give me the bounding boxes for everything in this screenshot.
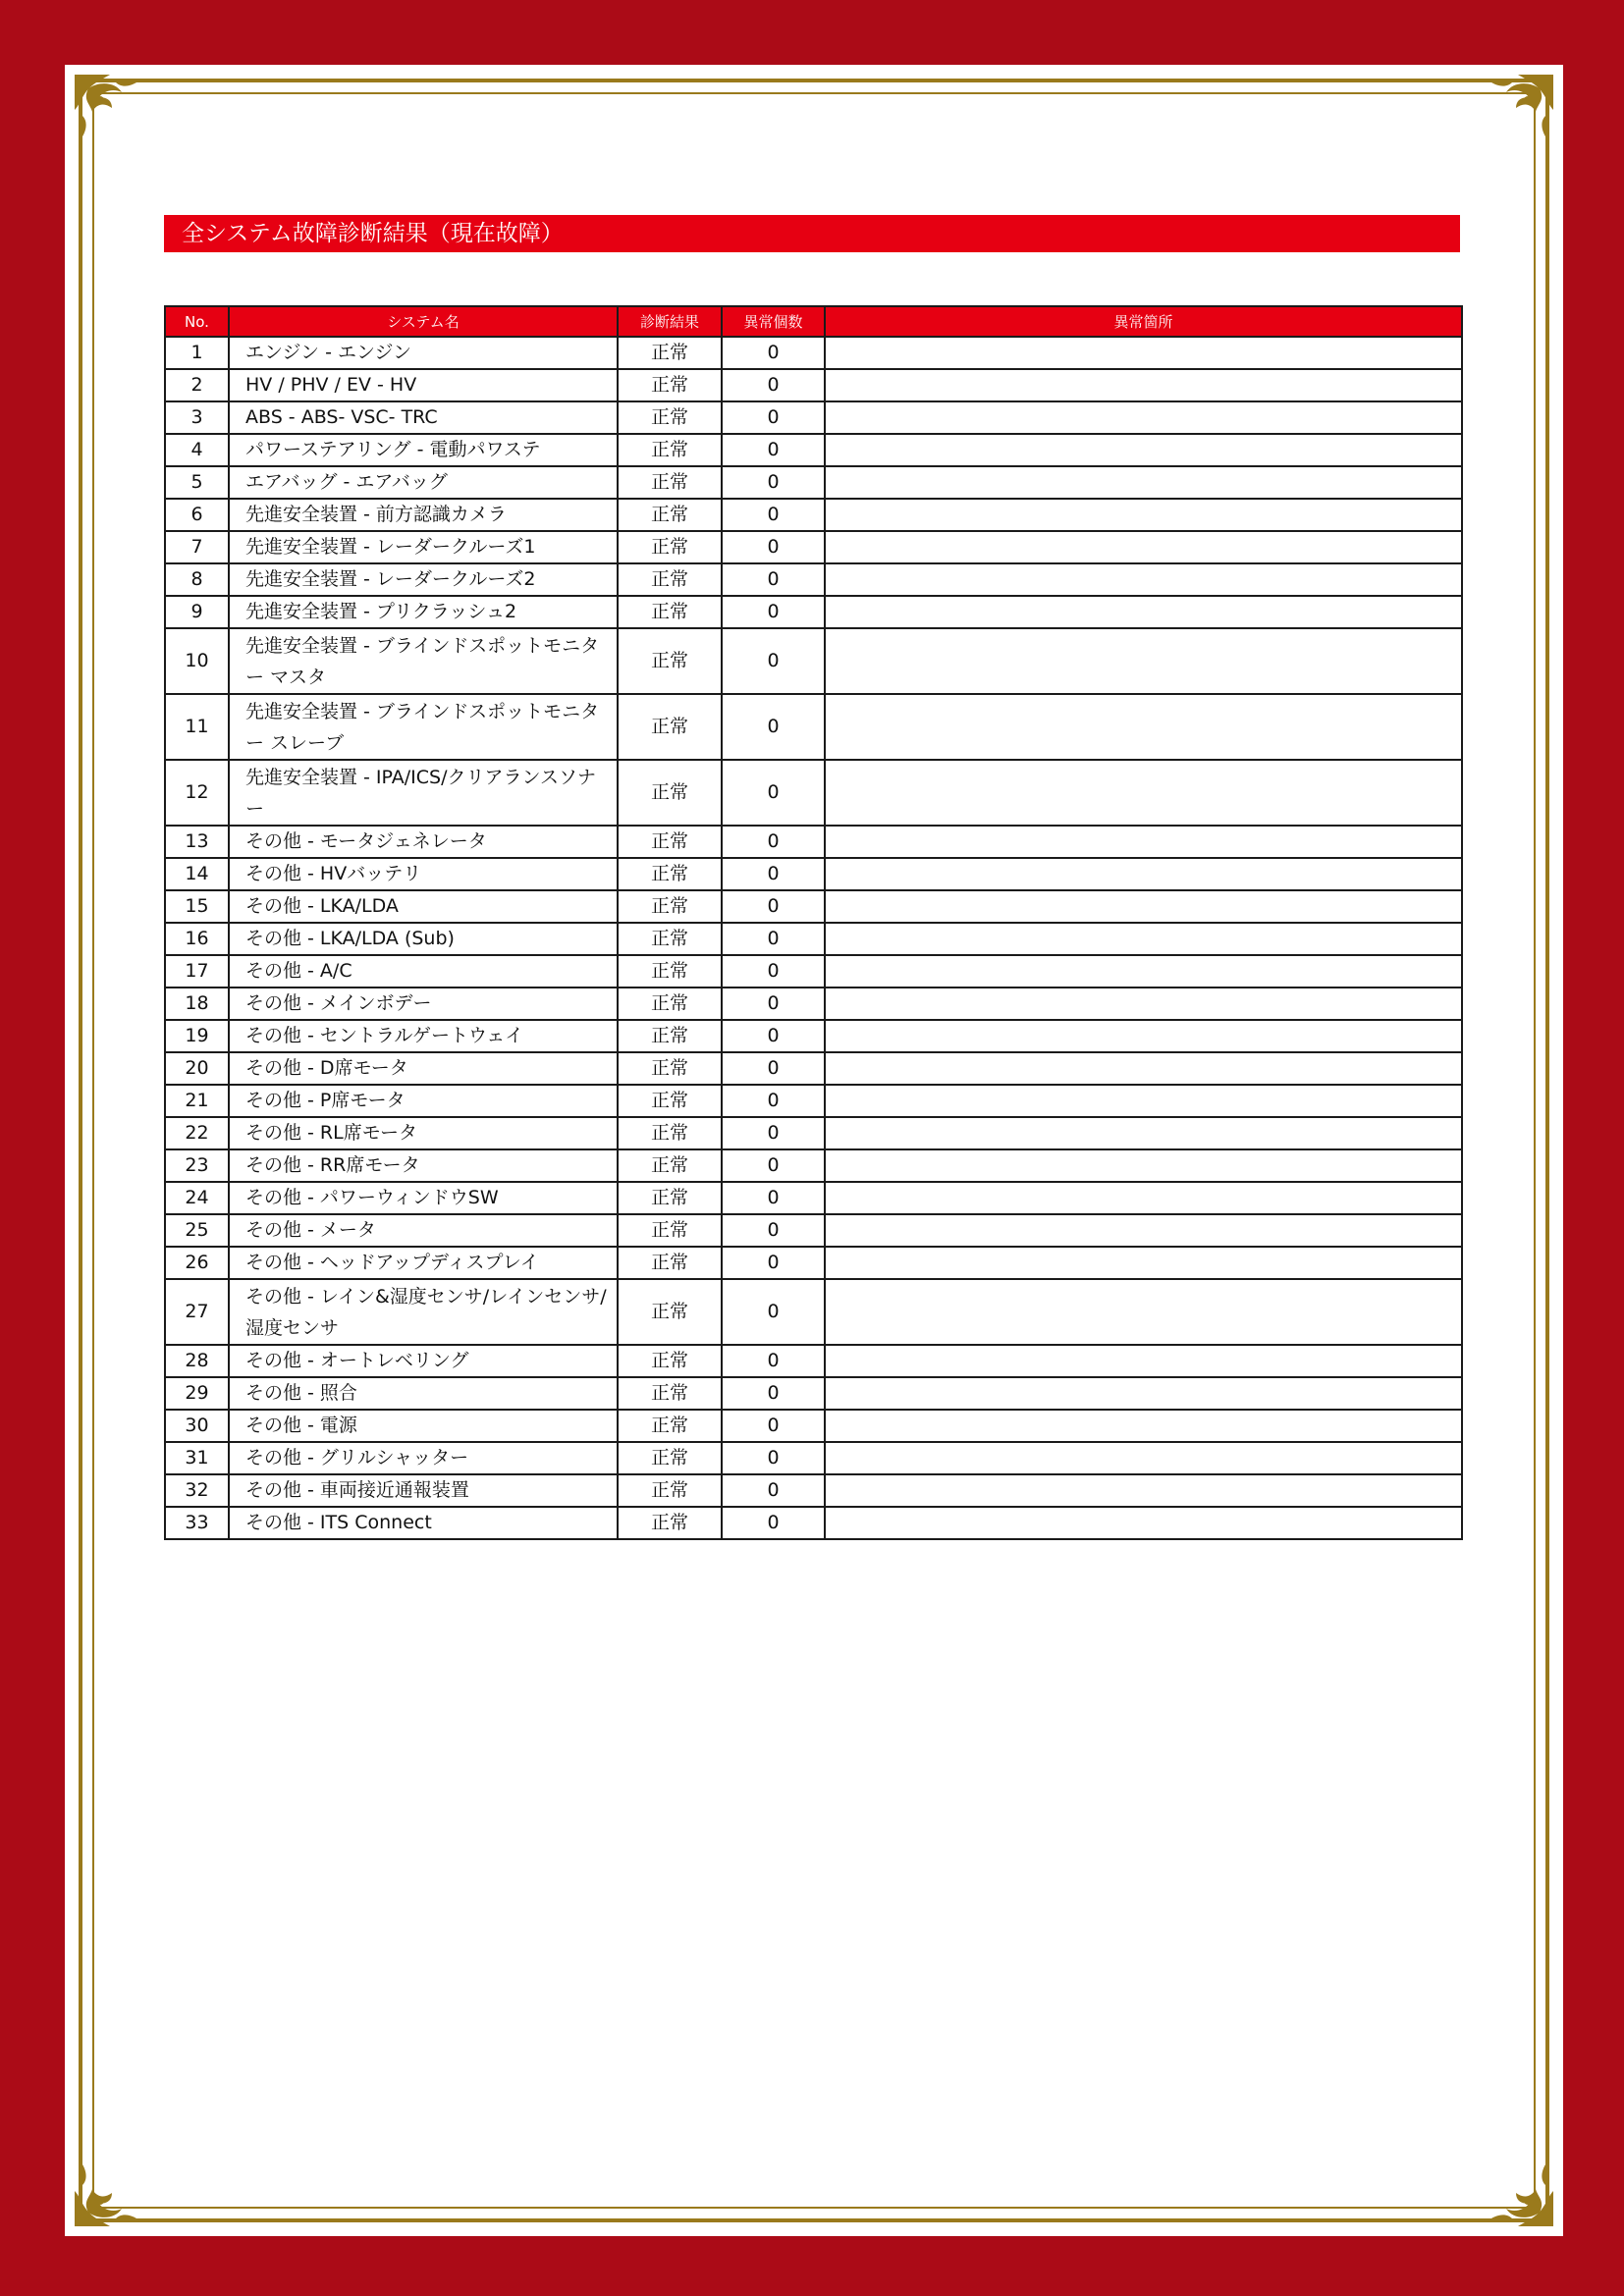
table-row xyxy=(165,337,1462,369)
cell-error-count: 0 xyxy=(722,1279,825,1345)
table-row xyxy=(165,955,1462,988)
cell-system-name: その他 - 車両接近通報装置 xyxy=(229,1474,618,1507)
cell-diagnosis-result: 正常 xyxy=(618,988,722,1020)
cell-error-count: 0 xyxy=(722,1052,825,1085)
cell-error-count: 0 xyxy=(722,694,825,760)
table-row xyxy=(165,466,1462,499)
table-row xyxy=(165,1085,1462,1117)
cell-error-count: 0 xyxy=(722,1377,825,1410)
table-row xyxy=(165,1020,1462,1052)
cell-error-count: 0 xyxy=(722,1085,825,1117)
cell-system-name: パワーステアリング - 電動パワステ xyxy=(229,434,618,466)
cell-error-count: 0 xyxy=(722,760,825,826)
table-row xyxy=(165,858,1462,890)
table-row xyxy=(165,1345,1462,1377)
table-row xyxy=(165,1149,1462,1182)
corner-ornament-icon xyxy=(1467,71,1557,161)
cell-system-name: その他 - モータジェネレータ xyxy=(229,826,618,858)
cell-no: 14 xyxy=(165,858,229,890)
cell-system-name: その他 - HVバッテリ xyxy=(229,858,618,890)
cell-error-count: 0 xyxy=(722,401,825,434)
cell-no: 9 xyxy=(165,596,229,628)
cell-diagnosis-result: 正常 xyxy=(618,434,722,466)
cell-system-name: その他 - ヘッドアップディスプレイ xyxy=(229,1247,618,1279)
table-row xyxy=(165,1377,1462,1410)
cell-diagnosis-result: 正常 xyxy=(618,1085,722,1117)
cell-error-location xyxy=(825,955,1462,988)
table-row xyxy=(165,760,1462,826)
column-header-result: 診断結果 xyxy=(618,306,722,337)
cell-error-count: 0 xyxy=(722,1345,825,1377)
table-header-row xyxy=(165,306,1462,337)
cell-error-count: 0 xyxy=(722,1474,825,1507)
cell-system-name: エンジン - エンジン xyxy=(229,337,618,369)
column-header-count: 異常個数 xyxy=(722,306,825,337)
cell-system-name: その他 - メインボデー xyxy=(229,988,618,1020)
cell-system-name: その他 - 照合 xyxy=(229,1377,618,1410)
cell-system-name: 先進安全装置 - ブラインドスポットモニター スレーブ xyxy=(229,694,618,760)
cell-error-count: 0 xyxy=(722,337,825,369)
column-header-no: No. xyxy=(165,306,229,337)
cell-system-name: その他 - メータ xyxy=(229,1214,618,1247)
table-row xyxy=(165,1247,1462,1279)
cell-system-name: その他 - グリルシャッター xyxy=(229,1442,618,1474)
table-row xyxy=(165,1507,1462,1539)
table-row xyxy=(165,499,1462,531)
cell-error-count: 0 xyxy=(722,1247,825,1279)
corner-ornament-icon xyxy=(1467,2140,1557,2230)
cell-no: 16 xyxy=(165,923,229,955)
cell-no: 8 xyxy=(165,563,229,596)
cell-no: 32 xyxy=(165,1474,229,1507)
cell-no: 30 xyxy=(165,1410,229,1442)
cell-error-location xyxy=(825,401,1462,434)
cell-diagnosis-result: 正常 xyxy=(618,1182,722,1214)
cell-error-location xyxy=(825,499,1462,531)
cell-error-count: 0 xyxy=(722,1182,825,1214)
cell-error-location xyxy=(825,434,1462,466)
report-title: 全システム故障診断結果（現在故障） xyxy=(164,215,1460,252)
cell-diagnosis-result: 正常 xyxy=(618,1507,722,1539)
cell-diagnosis-result: 正常 xyxy=(618,628,722,694)
cell-error-location xyxy=(825,1345,1462,1377)
corner-ornament-icon xyxy=(71,2140,161,2230)
cell-diagnosis-result: 正常 xyxy=(618,369,722,401)
cell-error-location xyxy=(825,1182,1462,1214)
cell-system-name: 先進安全装置 - レーダークルーズ2 xyxy=(229,563,618,596)
report-page xyxy=(65,65,1563,2236)
cell-system-name: 先進安全装置 - レーダークルーズ1 xyxy=(229,531,618,563)
cell-no: 26 xyxy=(165,1247,229,1279)
cell-system-name: 先進安全装置 - IPA/ICS/クリアランスソナー xyxy=(229,760,618,826)
cell-no: 13 xyxy=(165,826,229,858)
cell-error-count: 0 xyxy=(722,858,825,890)
cell-no: 33 xyxy=(165,1507,229,1539)
cell-system-name: その他 - レイン&湿度センサ/レインセンサ/湿度センサ xyxy=(229,1279,618,1345)
cell-error-location xyxy=(825,531,1462,563)
cell-no: 1 xyxy=(165,337,229,369)
cell-error-location xyxy=(825,1279,1462,1345)
cell-no: 18 xyxy=(165,988,229,1020)
cell-error-count: 0 xyxy=(722,434,825,466)
table-body xyxy=(165,337,1462,1539)
cell-diagnosis-result: 正常 xyxy=(618,1474,722,1507)
cell-error-location xyxy=(825,694,1462,760)
table-row xyxy=(165,1182,1462,1214)
cell-error-location xyxy=(825,826,1462,858)
cell-system-name: その他 - 電源 xyxy=(229,1410,618,1442)
table-row xyxy=(165,563,1462,596)
cell-error-count: 0 xyxy=(722,531,825,563)
table-row xyxy=(165,1214,1462,1247)
table-row xyxy=(165,694,1462,760)
cell-diagnosis-result: 正常 xyxy=(618,1020,722,1052)
column-header-location: 異常箇所 xyxy=(825,306,1462,337)
cell-no: 3 xyxy=(165,401,229,434)
cell-no: 20 xyxy=(165,1052,229,1085)
cell-no: 12 xyxy=(165,760,229,826)
corner-ornament-icon xyxy=(71,71,161,161)
table-row xyxy=(165,434,1462,466)
cell-error-count: 0 xyxy=(722,955,825,988)
table-row xyxy=(165,1474,1462,1507)
cell-error-location xyxy=(825,1085,1462,1117)
cell-diagnosis-result: 正常 xyxy=(618,1345,722,1377)
cell-system-name: 先進安全装置 - プリクラッシュ2 xyxy=(229,596,618,628)
table-row xyxy=(165,401,1462,434)
table-row xyxy=(165,1052,1462,1085)
cell-no: 2 xyxy=(165,369,229,401)
table-row xyxy=(165,1442,1462,1474)
cell-system-name: その他 - RR席モータ xyxy=(229,1149,618,1182)
cell-error-count: 0 xyxy=(722,923,825,955)
cell-system-name: ABS - ABS- VSC- TRC xyxy=(229,401,618,434)
cell-diagnosis-result: 正常 xyxy=(618,923,722,955)
table-row xyxy=(165,1279,1462,1345)
table-row xyxy=(165,531,1462,563)
cell-system-name: その他 - D席モータ xyxy=(229,1052,618,1085)
cell-diagnosis-result: 正常 xyxy=(618,1442,722,1474)
cell-no: 27 xyxy=(165,1279,229,1345)
cell-error-count: 0 xyxy=(722,826,825,858)
cell-error-location xyxy=(825,923,1462,955)
cell-diagnosis-result: 正常 xyxy=(618,955,722,988)
cell-no: 28 xyxy=(165,1345,229,1377)
cell-error-location xyxy=(825,1410,1462,1442)
cell-system-name: その他 - RL席モータ xyxy=(229,1117,618,1149)
cell-error-location xyxy=(825,1117,1462,1149)
table-row xyxy=(165,596,1462,628)
cell-error-count: 0 xyxy=(722,1020,825,1052)
table-row xyxy=(165,1117,1462,1149)
cell-diagnosis-result: 正常 xyxy=(618,694,722,760)
cell-no: 17 xyxy=(165,955,229,988)
cell-no: 31 xyxy=(165,1442,229,1474)
cell-no: 24 xyxy=(165,1182,229,1214)
cell-error-count: 0 xyxy=(722,499,825,531)
cell-diagnosis-result: 正常 xyxy=(618,1377,722,1410)
table-row xyxy=(165,369,1462,401)
cell-no: 23 xyxy=(165,1149,229,1182)
cell-diagnosis-result: 正常 xyxy=(618,890,722,923)
table-row xyxy=(165,988,1462,1020)
cell-diagnosis-result: 正常 xyxy=(618,563,722,596)
cell-system-name: その他 - P席モータ xyxy=(229,1085,618,1117)
cell-no: 21 xyxy=(165,1085,229,1117)
cell-error-location xyxy=(825,1214,1462,1247)
cell-error-count: 0 xyxy=(722,1410,825,1442)
cell-diagnosis-result: 正常 xyxy=(618,1117,722,1149)
cell-error-count: 0 xyxy=(722,1117,825,1149)
cell-error-location xyxy=(825,563,1462,596)
cell-system-name: 先進安全装置 - ブラインドスポットモニター マスタ xyxy=(229,628,618,694)
cell-no: 22 xyxy=(165,1117,229,1149)
cell-error-location xyxy=(825,596,1462,628)
cell-diagnosis-result: 正常 xyxy=(618,596,722,628)
cell-system-name: HV / PHV / EV - HV xyxy=(229,369,618,401)
cell-diagnosis-result: 正常 xyxy=(618,1279,722,1345)
cell-error-location xyxy=(825,988,1462,1020)
cell-error-location xyxy=(825,1052,1462,1085)
cell-error-location xyxy=(825,858,1462,890)
cell-diagnosis-result: 正常 xyxy=(618,337,722,369)
cell-error-count: 0 xyxy=(722,890,825,923)
cell-error-count: 0 xyxy=(722,466,825,499)
cell-error-location xyxy=(825,369,1462,401)
cell-error-location xyxy=(825,337,1462,369)
diagnosis-table xyxy=(164,305,1463,1540)
cell-error-count: 0 xyxy=(722,1442,825,1474)
cell-system-name: その他 - ITS Connect xyxy=(229,1507,618,1539)
cell-diagnosis-result: 正常 xyxy=(618,466,722,499)
table-row xyxy=(165,628,1462,694)
cell-error-location xyxy=(825,1442,1462,1474)
cell-error-count: 0 xyxy=(722,1507,825,1539)
cell-error-count: 0 xyxy=(722,369,825,401)
cell-diagnosis-result: 正常 xyxy=(618,1149,722,1182)
cell-error-count: 0 xyxy=(722,628,825,694)
cell-no: 5 xyxy=(165,466,229,499)
cell-system-name: エアバッグ - エアバッグ xyxy=(229,466,618,499)
cell-diagnosis-result: 正常 xyxy=(618,531,722,563)
cell-system-name: その他 - LKA/LDA xyxy=(229,890,618,923)
cell-no: 19 xyxy=(165,1020,229,1052)
cell-no: 4 xyxy=(165,434,229,466)
cell-diagnosis-result: 正常 xyxy=(618,401,722,434)
cell-diagnosis-result: 正常 xyxy=(618,826,722,858)
cell-error-location xyxy=(825,1377,1462,1410)
cell-diagnosis-result: 正常 xyxy=(618,858,722,890)
cell-diagnosis-result: 正常 xyxy=(618,760,722,826)
cell-no: 6 xyxy=(165,499,229,531)
cell-error-location xyxy=(825,628,1462,694)
cell-no: 10 xyxy=(165,628,229,694)
cell-error-location xyxy=(825,1474,1462,1507)
cell-no: 29 xyxy=(165,1377,229,1410)
cell-error-count: 0 xyxy=(722,596,825,628)
cell-error-count: 0 xyxy=(722,988,825,1020)
cell-system-name: その他 - セントラルゲートウェイ xyxy=(229,1020,618,1052)
cell-diagnosis-result: 正常 xyxy=(618,1214,722,1247)
cell-diagnosis-result: 正常 xyxy=(618,1410,722,1442)
cell-diagnosis-result: 正常 xyxy=(618,1052,722,1085)
cell-error-location xyxy=(825,1247,1462,1279)
cell-error-location xyxy=(825,890,1462,923)
table-row xyxy=(165,890,1462,923)
cell-error-count: 0 xyxy=(722,563,825,596)
cell-system-name: 先進安全装置 - 前方認識カメラ xyxy=(229,499,618,531)
cell-error-location xyxy=(825,760,1462,826)
table-row xyxy=(165,826,1462,858)
cell-error-location xyxy=(825,466,1462,499)
column-header-system: システム名 xyxy=(229,306,618,337)
cell-error-location xyxy=(825,1149,1462,1182)
cell-system-name: その他 - A/C xyxy=(229,955,618,988)
cell-diagnosis-result: 正常 xyxy=(618,1247,722,1279)
cell-no: 25 xyxy=(165,1214,229,1247)
table-row xyxy=(165,923,1462,955)
cell-system-name: その他 - オートレベリング xyxy=(229,1345,618,1377)
cell-error-count: 0 xyxy=(722,1214,825,1247)
cell-error-location xyxy=(825,1020,1462,1052)
cell-system-name: その他 - LKA/LDA (Sub) xyxy=(229,923,618,955)
table-row xyxy=(165,1410,1462,1442)
cell-no: 7 xyxy=(165,531,229,563)
cell-no: 15 xyxy=(165,890,229,923)
cell-error-count: 0 xyxy=(722,1149,825,1182)
cell-error-location xyxy=(825,1507,1462,1539)
cell-diagnosis-result: 正常 xyxy=(618,499,722,531)
cell-system-name: その他 - パワーウィンドウSW xyxy=(229,1182,618,1214)
cell-no: 11 xyxy=(165,694,229,760)
